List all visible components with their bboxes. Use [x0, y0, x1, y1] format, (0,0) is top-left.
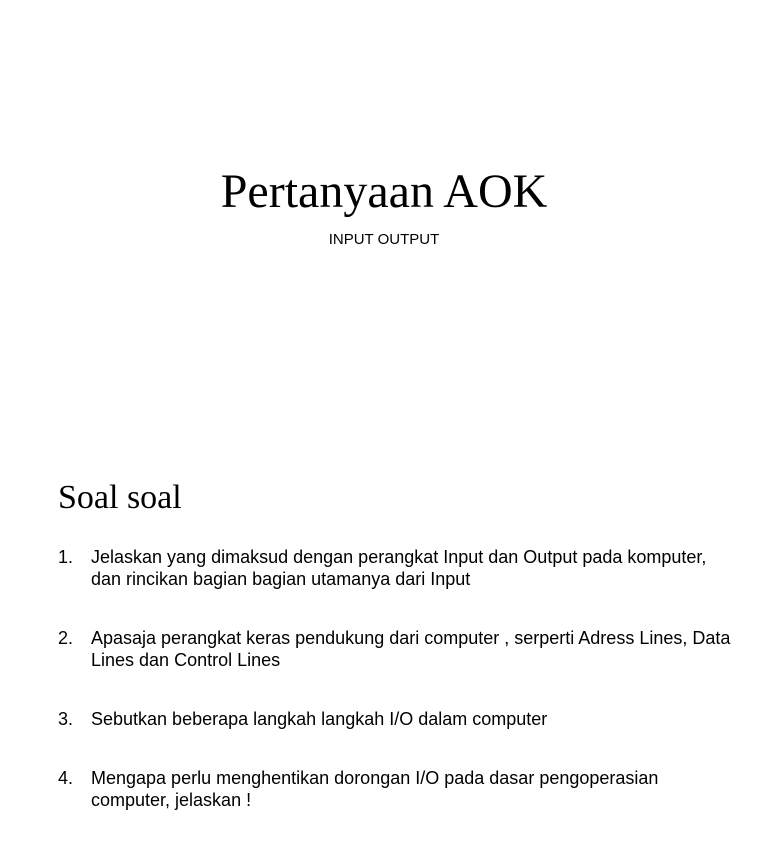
question-text: Apasaja perangkat keras pendukung dari computer , serperti Adress Lines, Data Lines dan Control Lines: [91, 628, 731, 670]
question-list: [58, 546, 738, 811]
section-title: Soal soal: [58, 479, 182, 516]
question-number: 4.: [58, 768, 74, 788]
question-number: 1.: [58, 547, 74, 567]
question-item: [58, 767, 738, 811]
question-text: Mengapa perlu menghentikan dorongan I/O pada dasar pengoperasian computer, jelaskan !: [91, 768, 659, 810]
question-text: Sebutkan beberapa langkah langkah I/O dalam computer: [91, 709, 548, 729]
question-text: Jelaskan yang dimaksud dengan perangkat Input dan Output pada komputer, dan rincikan bagian bagian utamanya dari Input: [91, 547, 707, 589]
question-number: 3.: [58, 709, 74, 729]
question-item: [58, 627, 738, 671]
slide-subtitle: INPUT OUTPUT: [328, 231, 440, 248]
question-item: [58, 708, 738, 730]
question-item: [58, 546, 738, 590]
question-number: 2.: [58, 628, 74, 648]
slide-title: Pertanyaan AOK: [220, 165, 548, 218]
